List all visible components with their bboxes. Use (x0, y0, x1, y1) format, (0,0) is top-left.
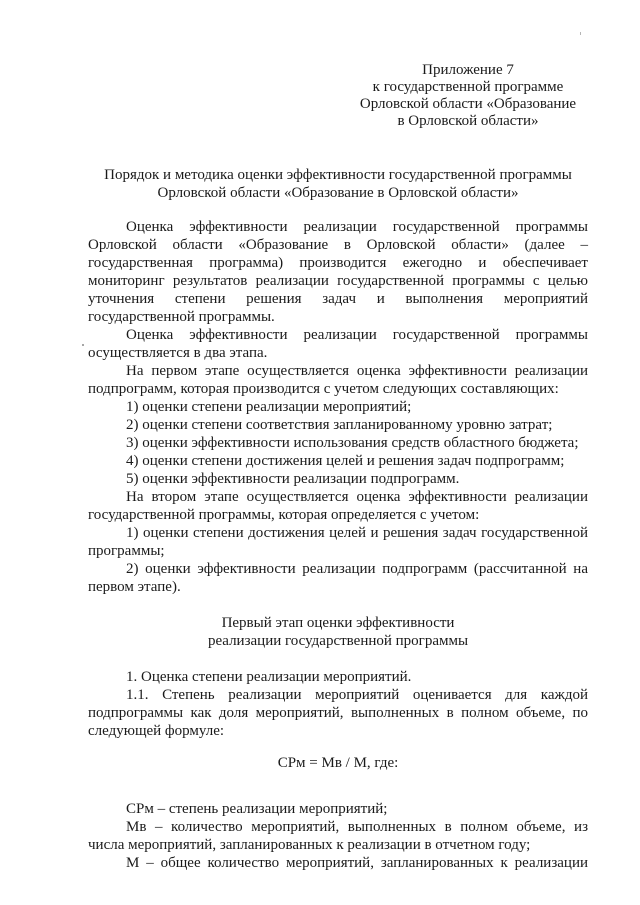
intro-paragraph: Оценка эффективности реализации государственной программы осуществляется в два этапа. (88, 327, 588, 361)
definition: СРм – степень реализации мероприятий; (126, 801, 388, 817)
formula: СРм = Мв / М, где: (277, 755, 399, 771)
list-item: 1) оценки степени реализации мероприятий; (126, 399, 412, 415)
list-item: 4) оценки степени достижения целей и решения задач подпрограмм; (126, 453, 565, 469)
list-item: 5) оценки эффективности реализации подпрограмм. (126, 471, 460, 487)
section-paragraph: 1.1. Степень реализации мероприятий оценивается для каждой подпрограммы как доля мероприятий, выполненных в полном объеме, по следующей формуле: (88, 687, 588, 739)
appendix-line: в Орловской области» (397, 113, 539, 129)
appendix-number: Приложение 7 (422, 62, 514, 78)
definition: Мв – количество мероприятий, выполненных в полном объеме, из числа мероприятий, запланированных к реализации в отчетном году; (88, 819, 588, 853)
list-item: 1) оценки степени достижения целей и решения задач государственной программы; (88, 525, 588, 559)
appendix-header (352, 62, 584, 130)
scan-speck (82, 344, 84, 346)
scan-speck (580, 32, 581, 35)
list-item: 3) оценки эффективности использования средств областного бюджета; (126, 435, 579, 451)
appendix-line: к государственной программе (372, 79, 564, 95)
section-title: Первый этап оценки эффективности (221, 615, 455, 631)
list-item: 2) оценки степени соответствия запланированному уровню затрат; (126, 417, 553, 433)
intro-paragraph: На втором этапе осуществляется оценка эффективности реализации государственной программы, которая определяется с учетом: (88, 489, 588, 523)
document-body (88, 218, 588, 872)
title-line: Орловской области «Образование в Орловской области» (157, 185, 519, 201)
document-title (88, 166, 588, 202)
intro-paragraph: На первом этапе осуществляется оценка эффективности реализации подпрограмм, которая производится с учетом следующих составляющих: (88, 363, 588, 397)
list-item: 2) оценки эффективности реализации подпрограмм (рассчитанной на первом этапе). (88, 561, 588, 595)
appendix-line: Орловской области «Образование (359, 96, 577, 112)
definition: М – общее количество мероприятий, запланированных к реализации (126, 855, 588, 871)
title-line: Порядок и методика оценки эффективности государственной программы (104, 167, 572, 183)
section-title: реализации государственной программы (207, 633, 469, 649)
section-paragraph: 1. Оценка степени реализации мероприятий. (126, 669, 412, 685)
intro-paragraph: Оценка эффективности реализации государственной программы Орловской области «Образование в Орловской области» (далее – государственная программа) производится ежегодно и обеспечивает мониторинг результатов реализации государственной программы с целью уточнения степени решения задач и выполнения мероприятий государственной программы. (88, 219, 588, 325)
